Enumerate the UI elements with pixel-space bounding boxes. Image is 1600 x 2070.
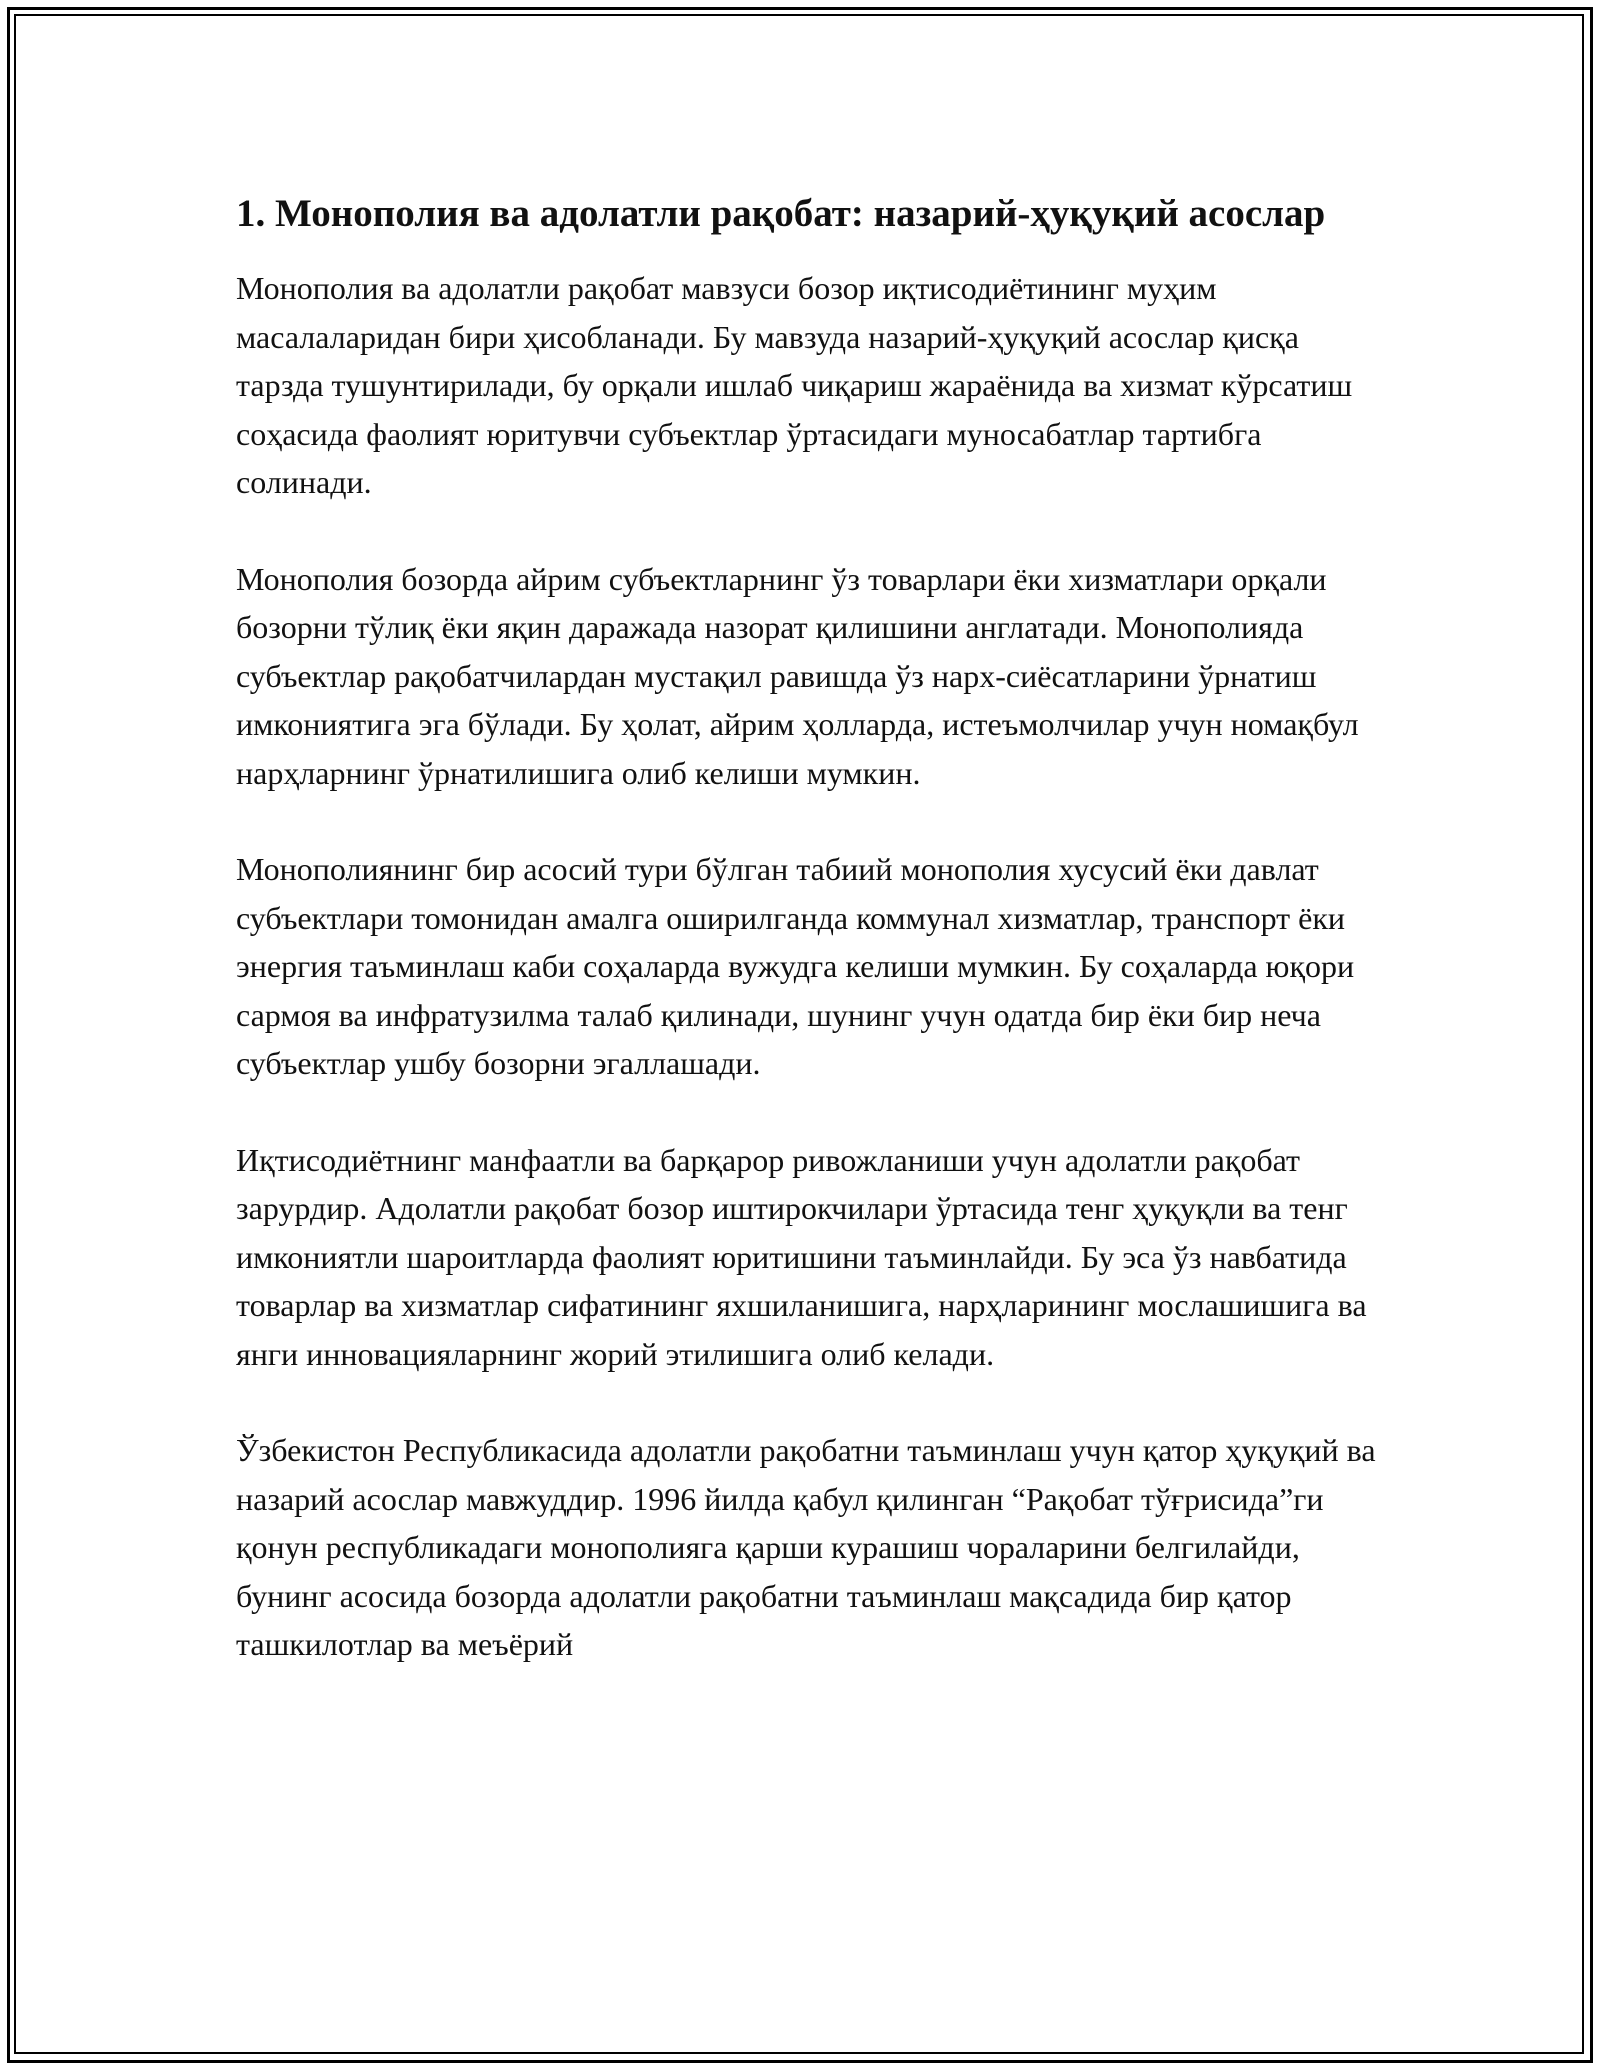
paragraph-3: Монополиянинг бир асосий тури бўлган табиий монополия хусусий ёки давлат субъектлари томонидан амалга оширилганда коммунал хизматлар, транспорт ёки энергия таъминлаш каби соҳаларда вужудга келиши мумкин. Бу соҳаларда юқори сармоя ва инфратузилма талаб қилинади, шунинг учун одатда бир ёки бир неча субъектлар ушбу бозорни эгаллашади.	[236, 851, 1355, 1081]
section-heading: 1. Монополия ва адолатли рақобат: назарий-ҳуқуқий асослар	[236, 192, 1326, 235]
paragraph-4: Иқтисодиётнинг манфаатли ва барқарор ривожланиши учун адолатли рақобат зарурдир. Адолатли рақобат бозор иштирокчилари ўртасида тенг ҳуқуқли ва тенг имкониятли шароитларда фаолият юритишини таъминлайди. Бу эса ўз навбатида товарлар ва хизматлар сифатининг яхшиланишига, нарҳларининг мослашишига ва янги инновацияларнинг жорий этилишига олиб келади.	[236, 1141, 1367, 1372]
paragraph-1: Монополия ва адолатли рақобат мавзуси бозор иқтисодиётининг муҳим масалаларидан бири ҳисобланади. Бу мавзуда назарий-ҳуқуқий асослар қисқа тарзда тушунтирилади, бу орқали ишлаб чиқариш жараёнида ва хизмат кўрсатиш соҳасида фаолият юритувчи субъектлар ўртасидаги муносабатлар тартибга солинади.	[236, 270, 1353, 500]
document-body	[236, 186, 1386, 1717]
paragraph-5: Ўзбекистон Республикасида адолатли рақобатни таъминлаш учун қатор ҳуқуқий ва назарий асослар мавжуддир. 1996 йилда қабул қилинган “Рақобат тўғрисида”ги қонун республикадаги монополияга қарши курашиш чораларини белгилайди, бунинг асосида бозорда адолатли рақобатни таъминлаш мақсадида бир қатор ташкилотлар ва меъёрий	[236, 1432, 1376, 1662]
paragraph-2: Монополия бозорда айрим субъектларнинг ўз товарлари ёки хизматлари орқали бозорни тўлиқ ёки яқин даражада назорат қилишини англатади. Монополияда субъектлар рақобатчилардан мустақил равишда ўз нарх-сиёсатларини ўрнатиш имкониятига эга бўлади. Бу ҳолат, айрим ҳолларда, истеъмолчилар учун номақбул нарҳларнинг ўрнатилишига олиб келиши мумкин.	[236, 560, 1359, 791]
